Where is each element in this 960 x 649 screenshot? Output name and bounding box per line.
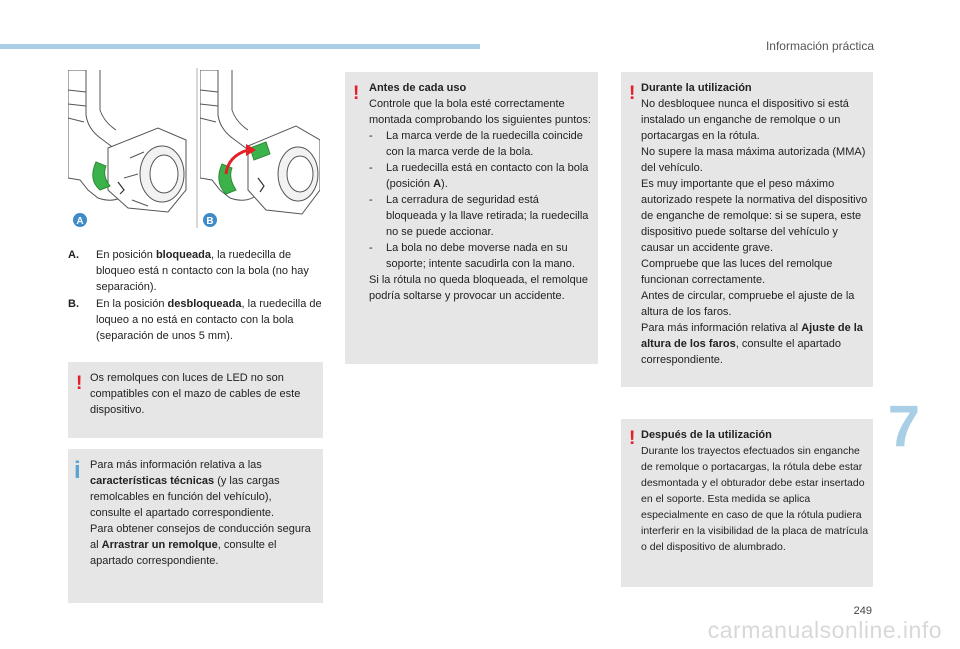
towbar-illustration — [200, 70, 320, 214]
during-use-box — [621, 72, 873, 387]
figure-divider — [196, 68, 198, 228]
page-number: 249 — [853, 605, 872, 617]
box-title: Después de la utilización — [641, 429, 772, 441]
box-title: Antes de cada uso — [369, 82, 467, 94]
section-title: Información práctica — [765, 39, 874, 53]
info-paragraph: Para más información relativa a las características técnicas (y las cargas remolcables en función del vehículo), consulte el apartado correspondiente. — [90, 459, 280, 519]
list-item: - La bola no debe moverse nada en su soporte; intente sacudirla con la mano. — [369, 242, 575, 270]
figure-unlocked-position — [200, 70, 320, 230]
warning-icon: ! — [353, 83, 360, 104]
box-paragraph: Para más información relativa al Ajuste de la altura de los faros, consulte el apartado correspondiente. — [641, 322, 863, 366]
definition-key: A. — [68, 249, 79, 261]
before-use-box — [345, 72, 598, 364]
box-paragraph: Compruebe que las luces del remolque funcionan correctamente. — [641, 258, 833, 286]
header-accent-bar — [0, 44, 480, 49]
box-intro: Controle que la bola esté correctamente montada comprobando los siguientes puntos: — [369, 98, 591, 126]
warning-icon: ! — [76, 373, 83, 394]
warning-icon: ! — [629, 428, 636, 449]
led-warning-box — [68, 362, 323, 438]
after-use-box — [621, 419, 873, 587]
led-warning-text: Os remolques con luces de LED no son compatibles con el mazo de cables de este dispositivo. — [90, 372, 301, 416]
info-icon: i — [74, 457, 81, 484]
definition-key: B. — [68, 298, 79, 310]
watermark: carmanualsonline.info — [707, 617, 942, 643]
figure-locked-position — [68, 70, 188, 230]
box-outro: Si la rótula no queda bloqueada, el remolque podría soltarse y provocar un accidente. — [369, 274, 588, 302]
info-paragraph: Para obtener consejos de conducción segura al Arrastrar un remolque, consulte el apartado correspondiente. — [90, 523, 311, 567]
box-paragraph: Es muy importante que el peso máximo autorizado respete la normativa del dispositivo de enganche de remolque: si se supera, este dispositivo puede soltarse del vehículo y causar un accidente grave. — [641, 178, 868, 254]
box-paragraph: No supere la masa máxima autorizada (MMA) del vehículo. — [641, 146, 866, 174]
label-b-text: B — [206, 216, 214, 227]
chapter-number: 7 — [887, 394, 920, 459]
definition-a: A. En posición bloqueada, la ruedecilla de bloqueo está n contacto con la bola (no hay separación). — [68, 249, 309, 293]
box-paragraph: Antes de circular, compruebe el ajuste de la altura de los faros. — [641, 290, 855, 318]
box-paragraph: Durante los trayectos efectuados sin enganche de remolque o portacargas, la rótula debe estar desmontada y el obturador debe estar insertado en el soporte. Esta medida se aplica especialmente en caso de que la rótula pudiera interferir en la visibilidad de la placa de matrícula o del dispositivo de alumbrado. — [641, 445, 869, 553]
box-title: Durante la utilización — [641, 82, 752, 94]
warning-icon: ! — [629, 83, 636, 104]
list-item: - La marca verde de la ruedecilla coincide con la marca verde de la bola. — [369, 130, 583, 158]
box-paragraph: No desbloquee nunca el dispositivo si está instalado un enganche de remolque o un portacargas en la rótula. — [641, 98, 849, 142]
list-item: - La ruedecilla está en contacto con la bola (posición A). — [369, 162, 589, 190]
label-a-text: A — [76, 216, 84, 227]
info-box — [68, 449, 323, 603]
towbar-illustration — [68, 70, 186, 212]
definition-b: B. En la posición desbloqueada, la ruedecilla de loqueo a no está en contacto con la bola (separación de unos 5 mm). — [68, 298, 322, 342]
list-item: - La cerradura de seguridad está bloqueada y la llave retirada; la ruedecilla no se puede accionar. — [369, 194, 589, 238]
